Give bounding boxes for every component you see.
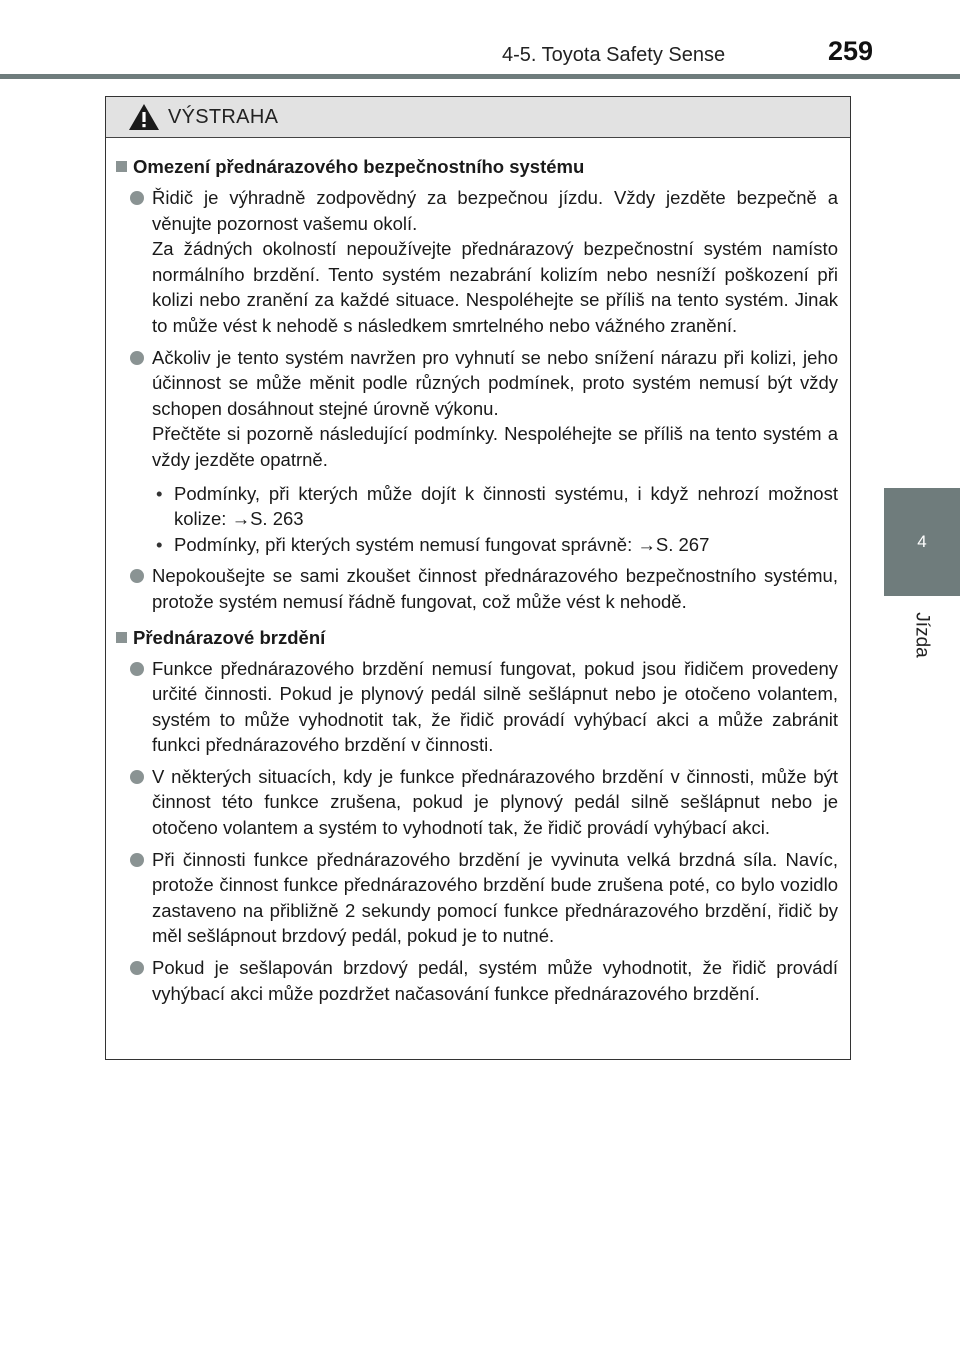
item-paragraph: Při činnosti funkce přednárazového brzdění je vyvinuta velká brzdná síla. Navíc, protože činnost funkce přednárazového brzdění bude zrušena poté, co bylo vozidlo zastaveno na přibližně 2 sekundy pomocí funkce přednárazového brzdění, řidič by měl sešlápnout brzdový pedál, pokud je to nutné. xyxy=(152,848,838,947)
item-paragraph: Ačkoliv je tento systém navržen pro vyhnutí se nebo snížení nárazu při kolizi, jeho účinnost se může měnit podle různých podmínek, proto systém nemusí být vždy schopen dosáhnout stejné úrovně výkonu. xyxy=(152,346,838,419)
sub-list-item: • Podmínky, při kterých systém nemusí fungovat správně: →S. 267 xyxy=(152,532,838,558)
item-paragraph: Pokud je sešlapován brzdový pedál, systém může vyhodnotit, že řidič provádí vyhýbací akci může pozdržet načasování funkce přednárazového brzdění. xyxy=(152,957,838,1004)
section-heading-text: Omezení přednárazového bezpečnostního systému xyxy=(133,156,585,177)
warning-item xyxy=(116,185,838,339)
header-rule xyxy=(0,74,960,79)
warning-item xyxy=(116,563,838,614)
page-number: 259 xyxy=(828,36,874,66)
square-bullet-icon xyxy=(116,632,127,643)
section-heading xyxy=(116,625,838,650)
item-paragraph: V některých situacích, kdy je funkce přednárazového brzdění v činnosti, může být činnost této funkce zrušena, pokud je plynový pedál silně sešlápnut nebo je otočeno volantem a systém to vyhodnotí tak, že řidič provádí vyhýbací akci. xyxy=(152,765,838,839)
warning-item xyxy=(116,955,838,1006)
section-heading-text: Přednárazové brzdění xyxy=(133,626,326,648)
circle-bullet-icon xyxy=(130,770,144,784)
circle-bullet-icon xyxy=(130,853,144,867)
item-paragraph: Řidič je výhradně zodpovědný za bezpečnou jízdu. Vždy jezděte bezpečně a věnujte pozornost vašemu okolí. xyxy=(152,187,838,234)
circle-bullet-icon xyxy=(130,662,144,676)
item-paragraph: Nepokoušejte se sami zkoušet činnost přednárazového bezpečnostního systému, protože systém nemusí řádně fungovat, což může vést k nehodě. xyxy=(152,565,838,612)
section-title: 4-5. Toyota Safety Sense xyxy=(502,44,726,66)
item-paragraph: Za žádných okolností nepoužívejte přednárazový bezpečnostní systém namísto normálního brzdění. Tento systém nezabrání kolizím nebo nesníží poškození při kolizi nebo zranění za každé situace. Nespoléhejte se příliš na tento systém. Jinak to může vést k nehodě s následkem smrtelného nebo vážného zranění. xyxy=(152,238,838,336)
square-bullet-icon xyxy=(116,161,127,172)
circle-bullet-icon xyxy=(130,351,144,365)
item-paragraph: Přečtěte si pozorně následující podmínky. Nespoléhejte se příliš na tento systém a vždy jezděte opatrně. xyxy=(152,423,838,470)
section-heading xyxy=(116,154,838,179)
warning-item xyxy=(116,847,838,949)
circle-bullet-icon xyxy=(130,191,144,205)
sub-list-item: • Podmínky, při kterých může dojít k činnosti systému, i když nehrozí možnost kolize: →S. 263 xyxy=(152,481,838,532)
warning-item xyxy=(116,345,838,558)
chapter-tab xyxy=(884,488,960,596)
warning-box xyxy=(105,96,851,1060)
circle-bullet-icon xyxy=(130,961,144,975)
chapter-number: 4 xyxy=(917,532,927,551)
warning-title: VÝSTRAHA xyxy=(168,105,279,128)
sub-list xyxy=(152,481,838,558)
warning-item xyxy=(116,764,838,841)
warning-item xyxy=(116,656,838,758)
warning-content xyxy=(106,138,850,1006)
circle-bullet-icon xyxy=(130,569,144,583)
item-paragraph: Funkce přednárazového brzdění nemusí fungovat, pokud jsou řidičem provedeny určité činnosti. Pokud je plynový pedál silně sešlápnut nebo je otočeno volantem, systém to může vyhodnotit tak, že řidič provádí vyhýbací akci a může zabránit funkci přednárazového brzdění v činnosti. xyxy=(152,657,838,756)
chapter-label xyxy=(894,605,950,665)
chapter-label-text: Jízda xyxy=(911,612,933,658)
warning-triangle-icon xyxy=(128,103,160,131)
warning-header xyxy=(106,97,850,138)
